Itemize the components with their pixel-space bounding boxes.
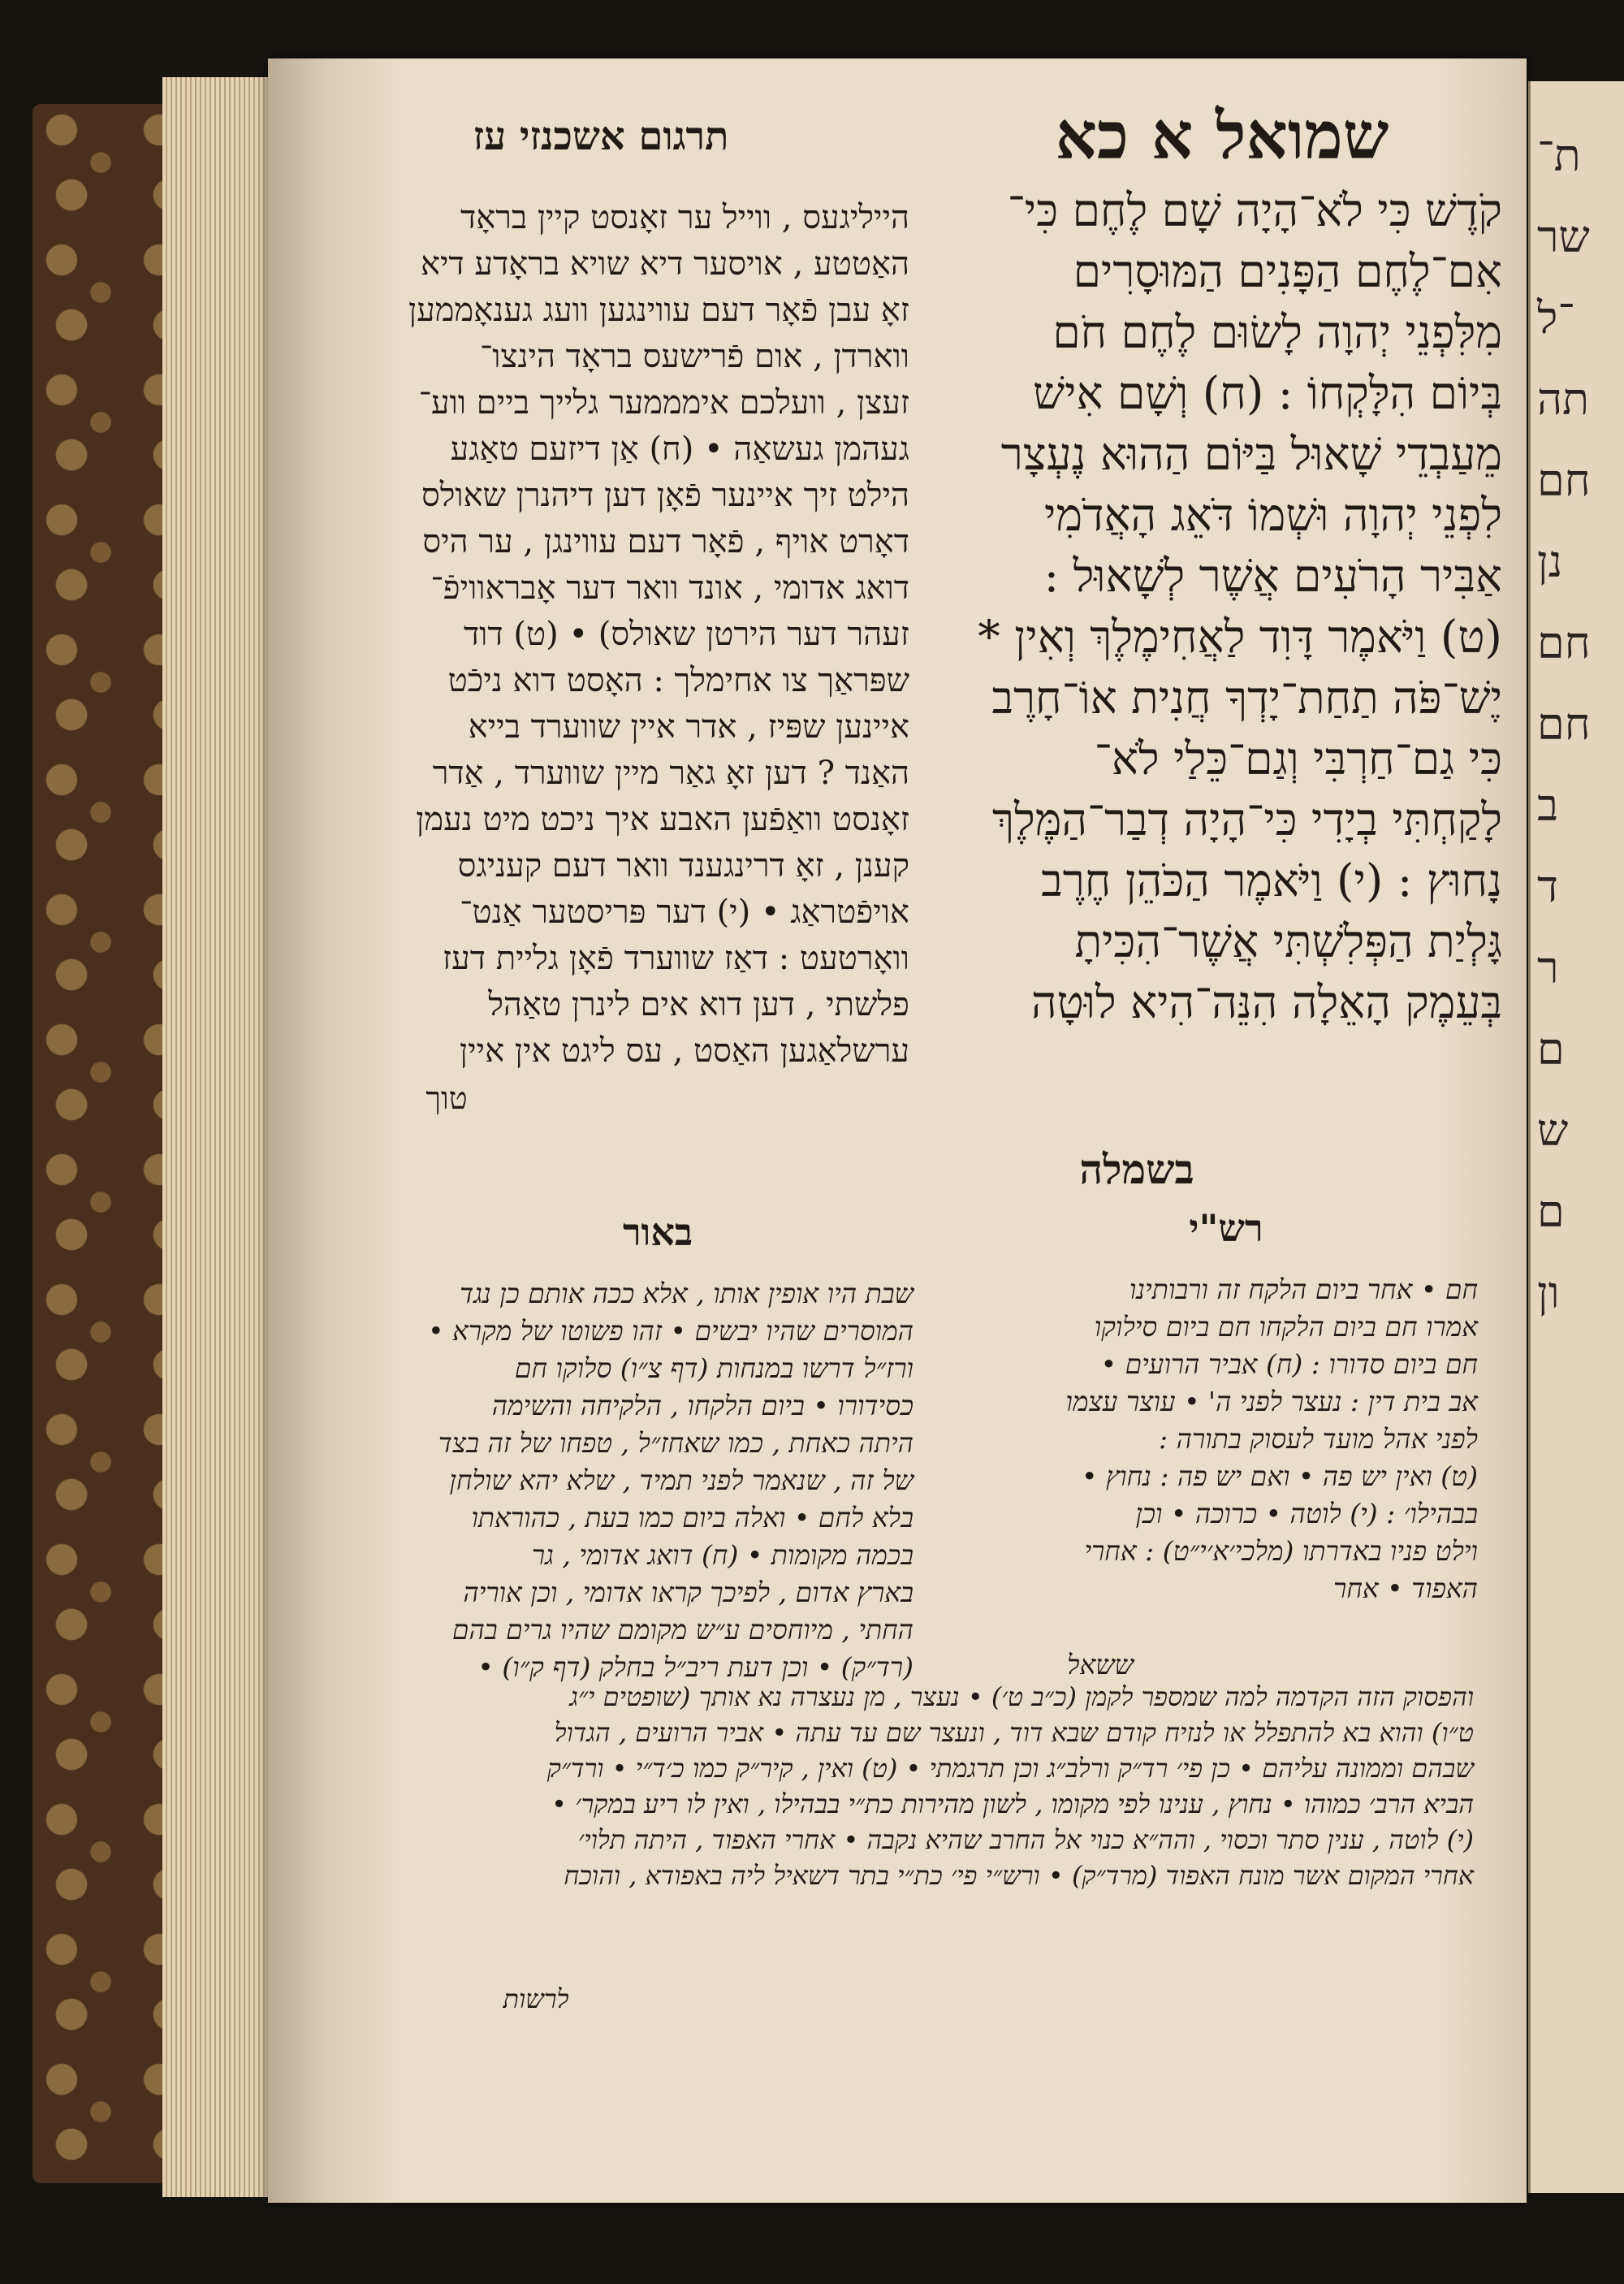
biur-line: החתי , מיוחסים ע״ש מקומם שהיו גרים בהם (451, 1614, 914, 1646)
yiddish-line: אויפֿטראַג • (י) דער פּריסטער אַנט־ (460, 893, 909, 931)
rashi-line: האפוד • אחר (1333, 1572, 1478, 1604)
hebrew-line: (ט) וַיֹּאמֶר דָּוִד לַאֲחִימֶלֶךְ וְאִין * (978, 611, 1502, 663)
hebrew-line: בְּעֵמֶק הָאֵלָה הִנֵּה־הִיא לוּטָה (1030, 976, 1502, 1028)
biur-line: שבת היו אופין אותו , אלא ככה אותם כן נגד (460, 1278, 914, 1309)
rashi-commentary (938, 1271, 1478, 1607)
biur-continuation-line: והפסוק הזה הקדמה למה שמספר לקמן (כ״ב ט׳) • נעצר , מן נעצרה נא אותך (שופטים י״ג (569, 1681, 1474, 1712)
hebrew-line: מִלִּפְנֵי יְהוָה לָשׂוּם לֶחֶם חֹם (1052, 306, 1502, 358)
biur-line: של זה , שנאמר לפני תמיד , שלא יהא שולחן (449, 1464, 914, 1496)
biur-continuation-line: אחרי המקום אשר מונח האפוד (מרד״ק) • ורש״י פי׳ כת״י בתר דשאיל ליה באפודא , והוכח (564, 1860, 1474, 1891)
facing-page-glyph: חם (1537, 617, 1591, 668)
biur-line: כסידורו • ביום הלקחו , הלקיחה והשימה (491, 1390, 914, 1421)
hebrew-line: בְּיוֹם הִלָּקְחוֹ : (ח) וְשָׁם אִישׁ (1033, 367, 1502, 419)
yiddish-line: האַטטע , אויסער דיא שויא בראָדע דיא (420, 245, 909, 283)
biur-line: המוסרים שהיו יבשים • זהו פשוטו של מקרא • (428, 1315, 914, 1347)
yiddish-line: וואָרטעט : דאַז שווערד פֿאָן גליית דעז (442, 940, 909, 977)
biur-line: (רד״ק) • וכן דעת ריב״ל בחלק (דף ק״ו) • (477, 1651, 914, 1683)
yiddish-line: זאָנסט וואַפֿען האבע איך ניכט מיט נעמן (416, 801, 909, 838)
hebrew-line: אִם־לֶחֶם הַפָּנִים הַמּוּסָרִים (1073, 245, 1502, 297)
yiddish-line: איינען שפּיז , אדר איין שווערד בייא (468, 708, 909, 746)
hebrew-text-column (934, 180, 1502, 1033)
yiddish-catchword: טוך (425, 1080, 468, 1116)
running-header-targum: תרגום אשכנזי עז (473, 114, 729, 159)
facing-page-glyph: ד (1537, 861, 1558, 912)
biur-heading: באור (622, 1210, 693, 1254)
facing-page-glyph: ם (1537, 1023, 1565, 1075)
rashi-catchword: ששאל (1067, 1649, 1134, 1681)
hebrew-line: אַבִּיר הָרֹעִים אֲשֶׁר לְשָׁאוּל : (1043, 550, 1502, 602)
yiddish-translation-column (357, 195, 909, 1075)
biur-line: היתה כאחת , כמו שאחז״ל , טפחו של זה בצד (438, 1427, 914, 1459)
facing-page-glyph: נן (1537, 536, 1563, 587)
rashi-line: חם ביום סדורו : (ח) אביר הרועים • (1100, 1348, 1478, 1380)
biur-continuation-line: ט״ו) והוא בא להתפלל או לנזיח קודם שבא דוד , ונעצר שם עד עתה • אביר הרועים , הגדול (554, 1717, 1474, 1748)
facing-page-glyph: שר (1537, 211, 1590, 262)
hebrew-line: לִפְנֵי יְהוָה וּשְׁמוֹ דֹּאֵג הָאֲדֹמִי (1044, 489, 1502, 541)
page-catchword: לרשות (503, 1983, 569, 2014)
page-edges (162, 77, 276, 2197)
yiddish-line: ווארדן , אום פֿרישעס בראָד הינצו־ (479, 338, 909, 375)
facing-page-fragment (1528, 81, 1624, 2193)
rashi-heading: רש"י (1189, 1206, 1263, 1250)
running-header-shmuel: שמואל א כא (1055, 97, 1389, 174)
rashi-line: אב בית דין : נעצר לפני ה' • עוצר עצמו (1065, 1386, 1478, 1417)
rashi-line: אמרו חם ביום הלקחו חם ביום סילוקו (1094, 1311, 1478, 1343)
facing-page-glyph: תה (1537, 374, 1589, 425)
facing-page-glyph: ש (1537, 1105, 1569, 1156)
yiddish-line: זעצן , וועלכם אימממער גלייך ביים ווע־ (418, 384, 909, 422)
hebrew-line: קֹדֶשׁ כִּי לֹא־הָיָה שָׁם לֶחֶם כִּי־ (1007, 184, 1502, 236)
biur-continuation-line: הביא הרב׳ כמוהו • נחוץ , ענינו לפי מקומו , לשון מהירות כת״י בבהילו , ואין לו ריע במקר׳ • (551, 1789, 1474, 1819)
yiddish-line: האַנד ? דען זאָ גאַר מיין שווערד , אַדר (432, 755, 909, 792)
biur-line: בכמה מקומות • (ח) דואג אדומי , גר (531, 1539, 914, 1571)
biur-line: ורז״ל דרשו במנחות (דף צ״ו) סלוקו חם (514, 1352, 914, 1384)
hebrew-line: כִּי גַם־חַרְבִּי וְגַם־כֵּלַי לֹא־ (1094, 733, 1502, 785)
rashi-line: חם • אחר ביום הלקח זה ורבותינו (1129, 1274, 1478, 1305)
yiddish-line: ערשלאַגען האַסט , עס ליגט אין איין (459, 1032, 909, 1070)
yiddish-line: געהמן געשאַה • (ח) אַן דיזעם טאַגע (450, 430, 909, 468)
yiddish-line: הילט זיך איינער פֿאָן דען דיהנרן שאולס (421, 477, 909, 514)
hebrew-line: לָקַחְתִּי בְיָדִי כִּי־הָיָה דְבַר־הַמֶּלֶךְ (992, 794, 1502, 846)
biur-commentary (353, 1275, 914, 1686)
hebrew-line: יֶשׁ־פֹּה תַחַת־יָדְךָ חֲנִית אוֹ־חָרֶב (991, 672, 1502, 724)
hebrew-line: גָּלְיַת הַפְּלִשְׁתִּי אֲשֶׁר־הִכִּיתָ (1074, 915, 1502, 967)
facing-page-glyph: ב (1537, 780, 1559, 831)
facing-page-glyph: חם (1537, 699, 1591, 750)
yiddish-line: שפּראַך צו אחימלך : האָסט דוא ניכֿט (447, 662, 909, 699)
facing-page-glyph: ־ל (1537, 292, 1574, 344)
hebrew-line: מֵעַבְדֵי שָׁאוּל בַּיּוֹם הַהוּא נֶעְצָר (1000, 428, 1502, 480)
rashi-line: (ט) ואין יש פה • ואם יש פה : נחוץ • (1082, 1460, 1478, 1492)
biur-continuation-line: (י) לוטה , ענין סתר וכסוי , והה״א כנוי אל החרב שהיא נקבה • אחרי האפוד , היתה תלוי׳ (577, 1824, 1474, 1855)
biur-continuation (349, 1679, 1474, 1893)
facing-page-glyph: ון (1537, 1267, 1560, 1318)
yiddish-line: זאָ עבן פֿאָר דעם עווינגען וועג גענאָממען (408, 292, 909, 329)
yiddish-line: פלשתי , דען דוא אים לינרן טאַהל (488, 986, 909, 1023)
yiddish-line: דאָרט אויף , פֿאָר דעם עווינגן , ער היס (422, 523, 909, 560)
yiddish-line: זעהר דער הירטן שאולס) • (ט) דוד (463, 616, 909, 653)
facing-page-glyph: ת־ (1537, 130, 1581, 181)
yiddish-line: קענן , זאָ דרינגענד וואר דעם קעניגס (457, 847, 909, 885)
rashi-line: וילט פניו באדרתו (מלכי׳א׳י״ט) : אחרי (1084, 1535, 1478, 1567)
facing-page-glyph: ר (1537, 942, 1559, 993)
facing-page-glyph: חם (1537, 455, 1591, 506)
yiddish-line: הייליגעס , ווייל ער זאָנסט קיין בראָד (460, 199, 909, 236)
hebrew-line: נָחוּץ : (י) וַיֹּאמֶר הַכֹּהֵן חֶרֶב (1041, 854, 1502, 906)
hebrew-catchword: בשמלה (1079, 1145, 1194, 1193)
biur-line: בארץ אדום , לפיכך קראו אדומי , וכן אוריה (463, 1577, 914, 1608)
yiddish-line: דואג אדומי , אונד וואר דער אָבראוויפֿ־ (430, 569, 909, 607)
biur-continuation-line: שבהם וממונה עליהם • כן פי׳ רד״ק ורלב״ג וכן תרגמתי • (ט) ואין , קיר״ק כמו כ׳ד״י • ורד״ק (546, 1753, 1474, 1784)
rashi-line: בבהילו׳ : (י) לוטה • כרוכה • וכן (1135, 1498, 1478, 1529)
facing-page-glyph: ם (1537, 1186, 1565, 1237)
biur-line: בלא לחם • ואלה ביום כמו בעת , כהוראתו (471, 1502, 914, 1533)
rashi-line: לפני אהל מועד לעסוק בתורה : (1159, 1423, 1478, 1455)
